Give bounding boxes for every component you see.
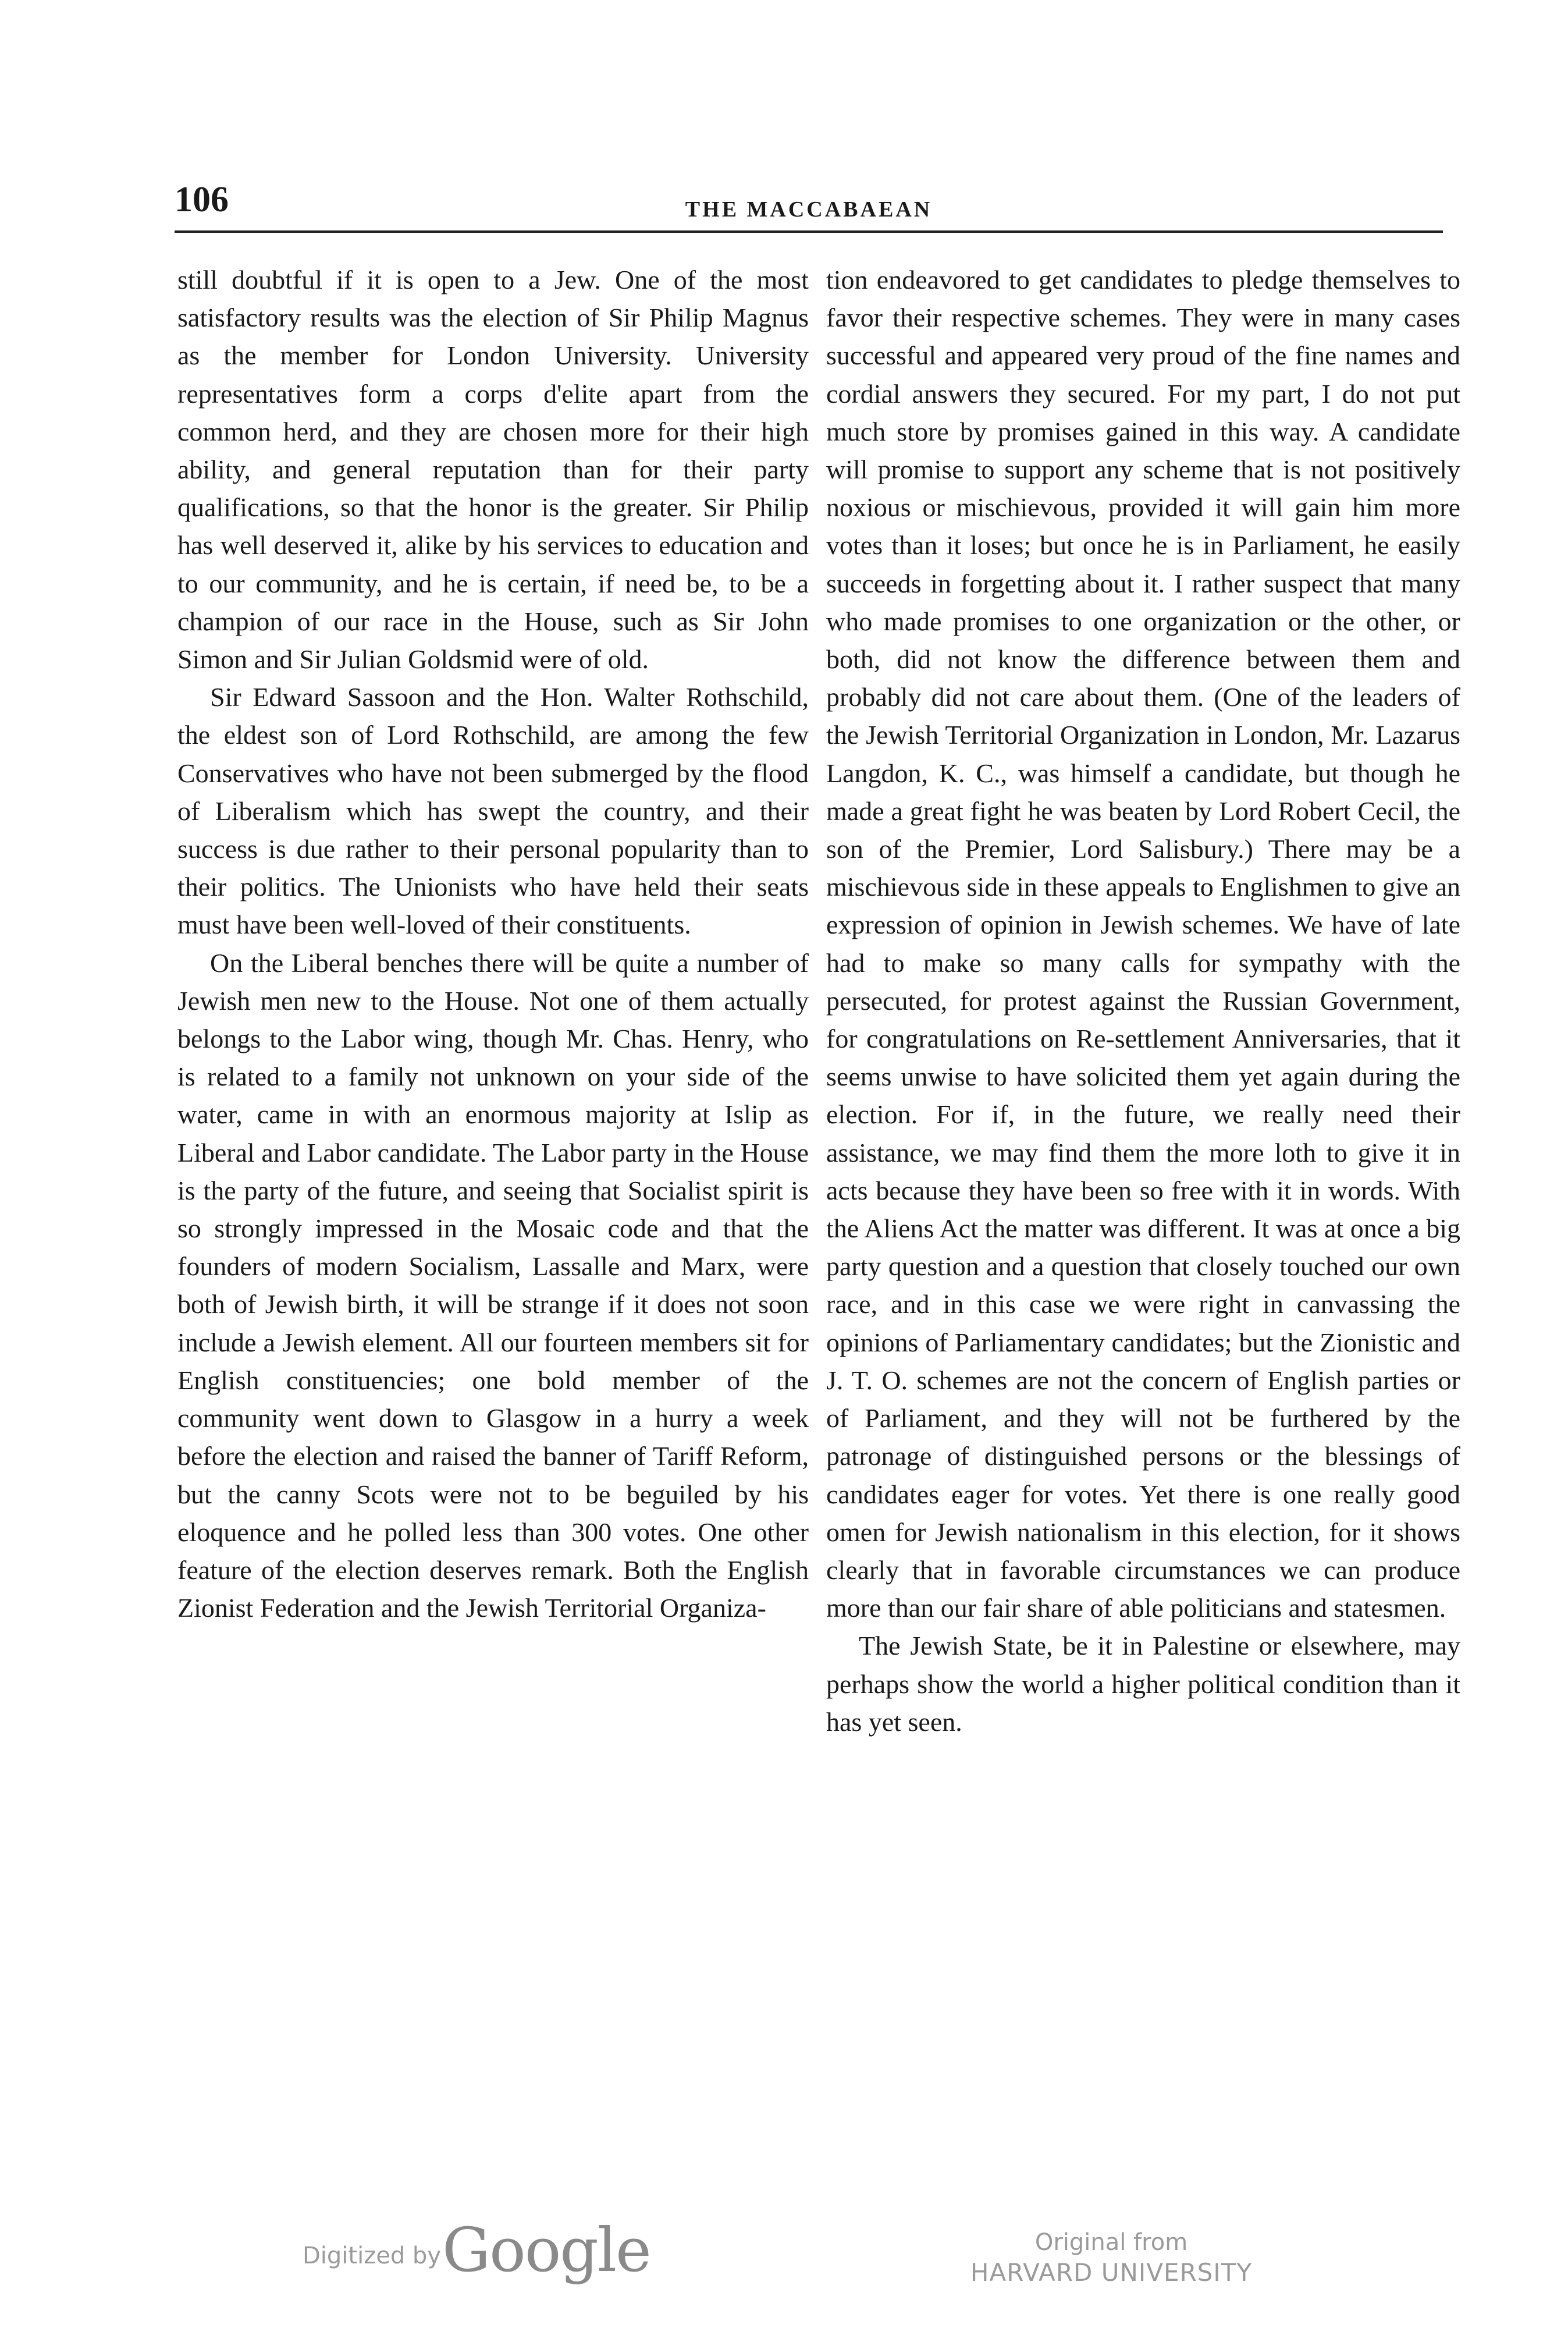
paragraph: Sir Edward Sassoon and the Hon. Walter Rothschild, the eldest son of Lord Rothschild, are among the few Conservatives who have not been submerged by the flood of Liberalism which has swept the country, and their success is due rather to their personal popularity than to their politics. The Unionists who have held their seats must have been well-loved of their constituents.	[177, 682, 809, 940]
left-column	[177, 261, 809, 1627]
paragraph: The Jewish State, be it in Palestine or elsewhere, may perhaps show the world a higher political condition than it has yet seen.	[826, 1631, 1460, 1737]
page-number: 106	[175, 180, 229, 219]
digitized-by-label: Digitized by	[303, 2242, 441, 2269]
original-from-label: Original from	[1034, 2229, 1188, 2256]
google-logo: Google	[442, 2215, 650, 2286]
paragraph: tion endeavored to get candidates to pledge themselves to favor their respective schemes. They were in many cases successful and appeared very proud of the fine names and cordial answers they secured. For my part, I do not put much store by promises gained in this way. A candidate will promise to support any scheme that is not positively noxious or mischievous, provided it will gain him more votes than it loses; but once he is in Parliament, he easily succeeds in forgetting about it. I rather suspect that many who made promises to one organization or the other, or both, did not know the difference between them and probably did not care about them. (One of the leaders of the Jewish Territorial Organization in London, Mr. Lazarus Langdon, K. C., was himself a candidate, but though he made a great fight he was beaten by Lord Robert Cecil, the son of the Premier, Lord Salisbury.) There may be a mischievous side in these appeals to Englishmen to give an expression of opinion in Jewish schemes. We have of late had to make so many calls for sympathy with the persecuted, for protest against the Russian Government, for congratulations on Re-settlement Anniversaries, that it seems unwise to have solicited them yet again during the election. For if, in the future, we really need their assistance, we may find them the more loth to give it in acts because they have been so free with it in words. With the Aliens Act the matter was different. It was at once a big party question and a question that closely touched our own race, and in this case we were right in canvassing the opinions of Parliamentary candidates; but the Zionistic and J. T. O. schemes are not the concern of English parties or of Parliament, and they will not be furthered by the patronage of distinguished persons or the blessings of candidates eager for votes. Yet there is one really good omen for Jewish nationalism in this election, for it shows clearly that in favorable circumstances we can produce more than our fair share of able politicians and statesmen.	[826, 265, 1460, 1623]
paragraph: still doubtful if it is open to a Jew. One of the most satisfactory results was the election of Sir Philip Magnus as the member for London University. University representatives form a corps d'elite apart from the common herd, and they are chosen more for their high ability, and general reputation than for their party qualifications, so that the honor is the greater. Sir Philip has well deserved it, alike by his services to education and to our community, and he is certain, if need be, to be a champion of our race in the House, such as Sir John Simon and Sir Julian Goldsmid were of old.	[177, 265, 809, 675]
paragraph: On the Liberal benches there will be quite a number of Jewish men new to the House. Not one of them actually belongs to the Labor wing, though Mr. Chas. Henry, who is related to a family not unknown on your side of the water, came in with an enormous majority at Islip as Liberal and Labor candidate. The Labor party in the House is the party of the future, and seeing that Socialist spirit is so strongly impressed in the Mosaic code and that the founders of modern Socialism, Lassalle and Marx, were both of Jewish birth, it will be strange if it does not soon include a Jewish element. All our fourteen members sit for English constituencies; one bold member of the community went down to Glasgow in a hurry a week before the election and raised the banner of Tariff Reform, but the canny Scots were not to be beguiled by his eloquence and he polled less than 300 votes. One other feature of the election deserves remark. Both the English Zionist Federation and the Jewish Territorial Organiza-	[177, 947, 809, 1623]
header-rule	[175, 230, 1443, 233]
right-column	[826, 261, 1460, 1741]
institution-name: HARVARD UNIVERSITY	[970, 2258, 1253, 2287]
page-header	[175, 179, 1443, 243]
source-watermark	[954, 2228, 1268, 2288]
running-title: THE MACCABAEAN	[685, 197, 933, 222]
